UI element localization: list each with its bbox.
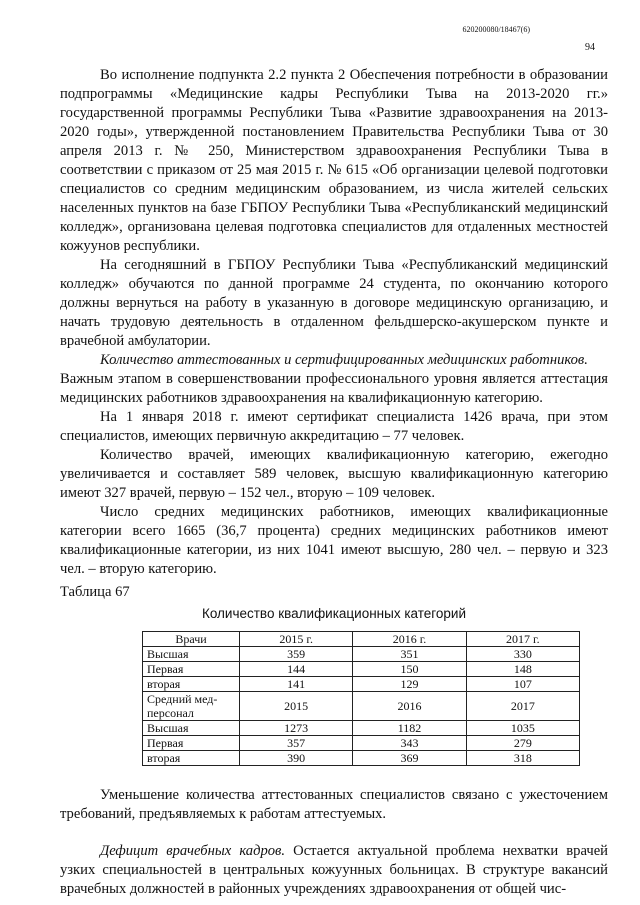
qualification-table [142, 631, 580, 766]
table-row [143, 662, 580, 677]
table-cell: 2015 [240, 692, 353, 721]
table-cell: Первая [143, 736, 240, 751]
paragraph-3-text: Важным этапом в совершенствовании профессионального уровня является аттестация медицинских работников здравоохранения на квалификационную категорию. [60, 371, 608, 406]
paragraph-2: На сегодняшний в ГБПОУ Республики Тыва «Республиканский медицинский колледж» обучаются по данной программе 24 студента, по окончанию которого должны вернуться на работу в указанную в договоре медицинскую организацию, и начать трудовую деятельность в отдаленном фельдшерско-акушерском пункте и врачебной амбулатории. [60, 257, 608, 349]
table-cell: 357 [240, 736, 353, 751]
paragraph-6: Число средних медицинских работников, имеющих квалификационные категории всего 1665 (36,7 процента) средних медицинских работников имеют квалификационные категории, из них 1041 имеют высшую, 280 чел. – первую и 323 чел. – вторую категорию. [60, 504, 608, 577]
table-header-cell: 2016 г. [353, 632, 466, 647]
table-row [143, 736, 580, 751]
table-cell: 390 [240, 751, 353, 766]
paragraph-5: Количество врачей, имеющих квалификационную категорию, ежегодно увеличивается и составляет 589 человек, высшую квалификационную категорию имеют 327 врачей, первую – 152 чел., вторую – 109 человек. [60, 447, 608, 501]
table-title: Количество квалификационных категорий [201, 606, 467, 621]
document-code: 620200080/18467(6) [462, 25, 530, 34]
document-body [60, 66, 608, 899]
table-cell: 343 [353, 736, 466, 751]
table-header-cell: Врачи [143, 632, 240, 647]
table-cell: 129 [353, 677, 466, 692]
table-cell: 359 [240, 647, 353, 662]
table-cell: 107 [466, 677, 579, 692]
paragraph-4: На 1 января 2018 г. имеют сертификат специалиста 1426 врача, при этом специалистов, имеющих первичную аккредитацию – 77 человек. [60, 409, 608, 444]
table-cell: 318 [466, 751, 579, 766]
table-cell: 141 [240, 677, 353, 692]
table-cell: 1035 [466, 721, 579, 736]
table-cell: Средний мед-персонал [143, 692, 240, 721]
table-cell: 330 [466, 647, 579, 662]
table-number: Таблица 67 [60, 584, 130, 600]
table-cell: Высшая [143, 647, 240, 662]
table-row [143, 721, 580, 736]
table-cell: 148 [466, 662, 579, 677]
table-header-row [143, 632, 580, 647]
table-cell: 2017 [466, 692, 579, 721]
paragraph-8-text: Остается актуальной проблема нехватки врачей узких специальностей в центральных кожуунных больницах. В структуре вакансий врачебных должностей в районных учреждениях здравоохранения от общей чис- [60, 843, 608, 897]
table-row [143, 751, 580, 766]
table-row [143, 677, 580, 692]
table-cell: 351 [353, 647, 466, 662]
table-cell: Высшая [143, 721, 240, 736]
table-cell: 150 [353, 662, 466, 677]
table-cell: 144 [240, 662, 353, 677]
table-cell: 1273 [240, 721, 353, 736]
table-row [143, 692, 580, 721]
table-cell: 279 [466, 736, 579, 751]
table-row [143, 647, 580, 662]
section-heading-deficit: Дефицит врачебных кадров. [100, 843, 286, 859]
paragraph-1: Во исполнение подпункта 2.2 пункта 2 Обеспечения потребности в образовании подпрограммы «Медицинские кадры Республики Тыва на 2013-2020 гг.» государственной программы Республики Тыва «Развитие здравоохранения на 2013-2020 годы», утвержденной постановлением Правительства Республики Тыва от 30 апреля 2013 г. № 250, Министерством здравоохранения Республики Тыва в соответствии с приказом от 25 мая 2015 г. № 615 «Об организации целевой подготовки специалистов со средним медицинским образованием, из числа жителей сельских населенных пунктов на базе ГБПОУ Республики Тыва «Республиканский медицинский колледж», организована целевая подготовка специалистов для отдаленных местностей кожуунов республики. [60, 67, 608, 254]
paragraph-8 [60, 842, 608, 899]
table-cell: вторая [143, 677, 240, 692]
table-cell: 2016 [353, 692, 466, 721]
table-cell: вторая [143, 751, 240, 766]
paragraph-3 [60, 351, 608, 370]
paragraph-7: Уменьшение количества аттестованных специалистов связано с ужесточением требований, предъявляемых к работам аттестуемых. [60, 787, 608, 822]
table-cell: Первая [143, 662, 240, 677]
table-cell: 1182 [353, 721, 466, 736]
table-header-cell: 2017 г. [466, 632, 579, 647]
table-header-cell: 2015 г. [240, 632, 353, 647]
page-number: 94 [585, 42, 595, 53]
table-cell: 369 [353, 751, 466, 766]
section-heading-attestation: Количество аттестованных и сертифицированных медицинских работников. [100, 352, 588, 368]
